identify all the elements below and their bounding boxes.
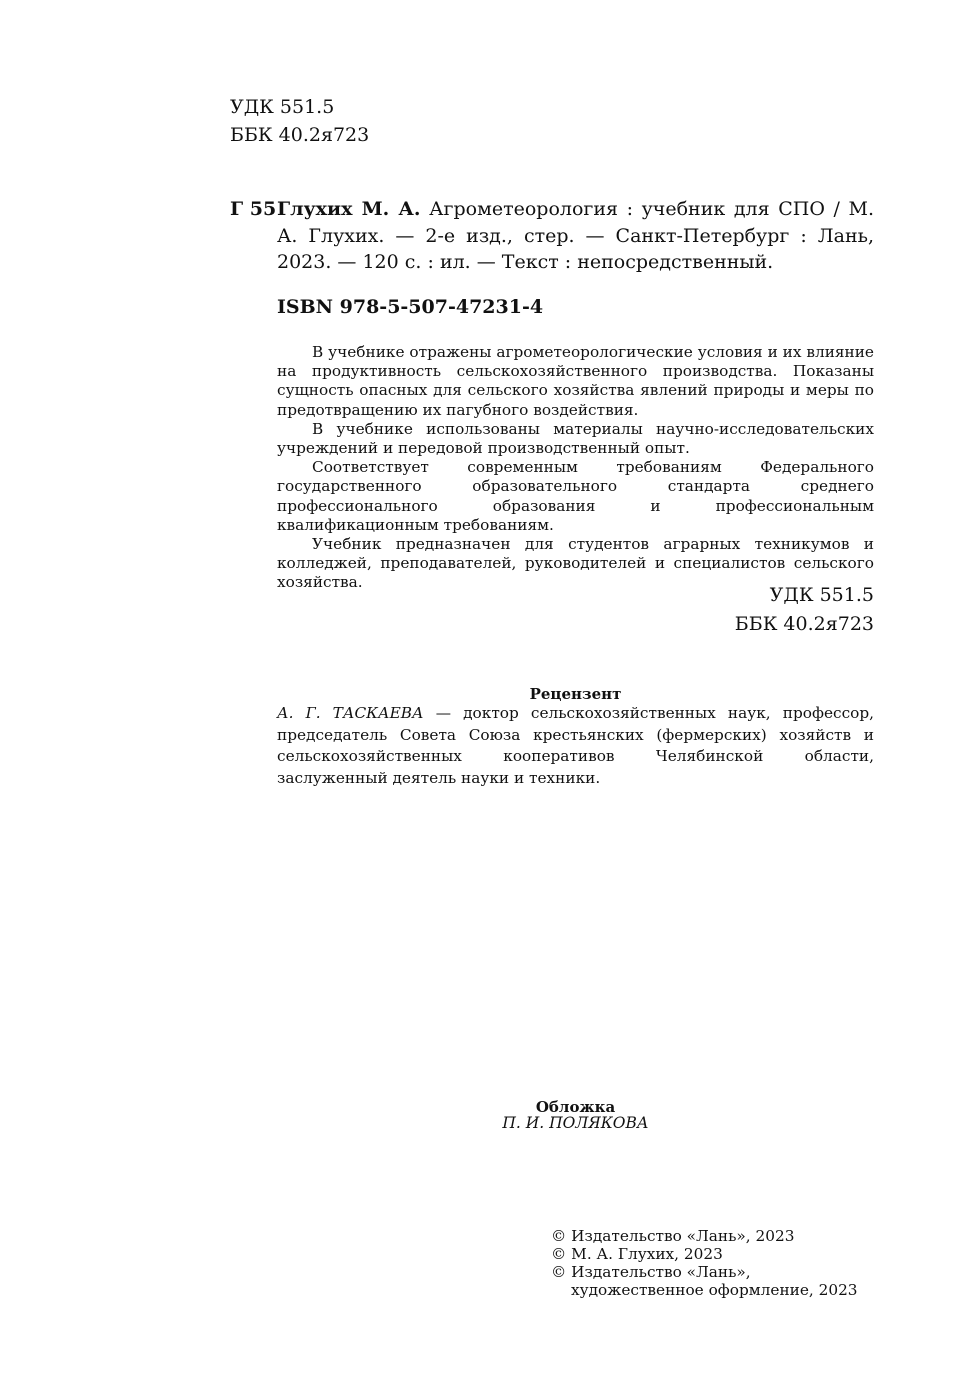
reviewer-info bbox=[277, 703, 874, 789]
copyright-notices bbox=[551, 1227, 858, 1299]
reviewer-heading: Рецензент bbox=[529, 685, 622, 703]
annotation-paragraph: В учебнике отражены агрометеорологические условия и их влияние на продуктивность сельскохозяйственного производства. Показаны сущность опасных для сельского хозяйства явлений природы и меры по предотвращению их пагубного воздействия. bbox=[277, 343, 874, 419]
copyright-line: © Издательство «Лань», 2023 bbox=[551, 1227, 795, 1245]
cover-heading: Обложка bbox=[535, 1098, 616, 1116]
annotation-paragraph: Соответствует современным требованиям Федерального государственного образовательного стандарта среднего профессионального образования и профессиональным квалификационным требованиям. bbox=[277, 458, 874, 534]
bbk-code: ББК 40.2я723 bbox=[230, 124, 370, 146]
annotation-paragraph: Учебник предназначен для студентов аграрных техникумов и колледжей, преподавателей, руководителей и специалистов сельского хозяйства. bbox=[277, 535, 874, 592]
annotation bbox=[277, 343, 874, 593]
bibliographic-description bbox=[277, 196, 874, 276]
author-mark: Г 55 bbox=[230, 198, 277, 220]
udk-code: УДК 551.5 bbox=[769, 584, 874, 606]
copyright-line: художественное оформление, 2023 bbox=[571, 1281, 858, 1299]
bibliographic-record bbox=[230, 196, 874, 276]
bbk-code: ББК 40.2я723 bbox=[734, 613, 874, 635]
reviewer-name: А. Г. ТАСКАЕВА bbox=[277, 704, 424, 722]
description-text: Агрометеорология : учебник для СПО / М. А. Глухих. — 2-е изд., стер. — Санкт-Петербург : Лань, 2023. — 120 с. : ил. — Текст : непосредственный. bbox=[277, 198, 875, 273]
classification-block-right bbox=[735, 581, 874, 639]
classification-block-top bbox=[230, 93, 369, 149]
udk-code: УДК 551.5 bbox=[230, 96, 335, 118]
isbn: ISBN 978-5-507-47231-4 bbox=[277, 296, 544, 318]
author-name: Глухих М. А. bbox=[277, 198, 421, 220]
copyright-line: © М. А. Глухих, 2023 bbox=[551, 1245, 723, 1263]
reviewer-description: — доктор сельскохозяйственных наук, профессор, председатель Совета Союза крестьянских (фермерских) хозяйств и сельскохозяйственных кооперативов Челябинской области, заслуженный деятель науки и техники. bbox=[277, 704, 875, 787]
annotation-paragraph: В учебнике использованы материалы научно-исследовательских учреждений и передовой производственный опыт. bbox=[277, 419, 874, 458]
cover-designer: П. И. ПОЛЯКОВА bbox=[502, 1114, 649, 1132]
copyright-line: © Издательство «Лань», bbox=[551, 1263, 751, 1281]
